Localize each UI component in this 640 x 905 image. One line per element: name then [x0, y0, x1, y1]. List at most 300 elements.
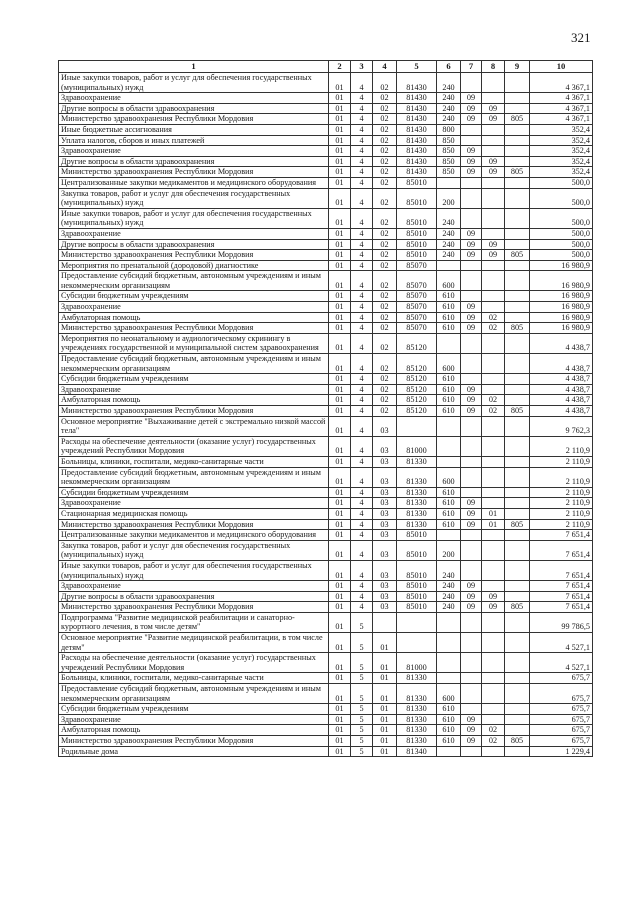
cell-subprogram: 4 — [351, 602, 373, 613]
table-row — [59, 73, 593, 93]
cell-direction: 85010 — [397, 530, 437, 541]
cell-program: 01 — [329, 540, 351, 560]
cell-activity: 03 — [373, 416, 397, 436]
table-row — [59, 135, 593, 146]
cell-subprogram: 4 — [351, 271, 373, 291]
cell-section: 09 — [461, 312, 482, 323]
cell-section: 09 — [461, 736, 482, 747]
column-header-7: 7 — [461, 61, 482, 73]
table-row — [59, 581, 593, 592]
cell-name: Здравоохранение — [59, 581, 329, 592]
cell-name: Здравоохранение — [59, 302, 329, 313]
column-header-10: 10 — [530, 61, 593, 73]
cell-amount: 675,7 — [530, 684, 593, 704]
cell-ministry — [505, 103, 530, 114]
cell-expense-type: 240 — [437, 93, 461, 104]
cell-amount: 16 980,9 — [530, 323, 593, 334]
cell-subsection: 09 — [482, 103, 505, 114]
cell-subprogram: 4 — [351, 384, 373, 395]
table-row — [59, 467, 593, 487]
cell-subsection: 09 — [482, 239, 505, 250]
cell-program: 01 — [329, 519, 351, 530]
cell-section — [461, 467, 482, 487]
cell-direction: 81330 — [397, 498, 437, 509]
cell-amount: 352,4 — [530, 146, 593, 157]
cell-subsection — [482, 73, 505, 93]
column-header-2: 2 — [329, 61, 351, 73]
column-header-5: 5 — [397, 61, 437, 73]
cell-direction: 85010 — [397, 177, 437, 188]
cell-program: 01 — [329, 73, 351, 93]
cell-ministry — [505, 467, 530, 487]
cell-expense-type: 240 — [437, 560, 461, 580]
cell-expense-type — [437, 633, 461, 653]
cell-section: 09 — [461, 602, 482, 613]
cell-subsection — [482, 384, 505, 395]
table-row — [59, 519, 593, 530]
cell-ministry — [505, 540, 530, 560]
cell-expense-type — [437, 416, 461, 436]
cell-amount: 4 438,7 — [530, 406, 593, 417]
cell-amount: 675,7 — [530, 736, 593, 747]
cell-expense-type: 240 — [437, 602, 461, 613]
cell-subsection — [482, 228, 505, 239]
cell-subsection — [482, 746, 505, 757]
cell-activity: 01 — [373, 653, 397, 673]
cell-ministry — [505, 228, 530, 239]
cell-section — [461, 188, 482, 208]
cell-subprogram: 4 — [351, 591, 373, 602]
cell-direction: 81330 — [397, 487, 437, 498]
cell-subprogram: 4 — [351, 395, 373, 406]
cell-program: 01 — [329, 487, 351, 498]
cell-amount: 500,0 — [530, 239, 593, 250]
cell-subsection — [482, 374, 505, 385]
cell-amount: 352,4 — [530, 135, 593, 146]
cell-ministry — [505, 633, 530, 653]
cell-expense-type — [437, 436, 461, 456]
cell-subprogram: 5 — [351, 704, 373, 715]
cell-amount: 2 110,9 — [530, 498, 593, 509]
table-row — [59, 498, 593, 509]
cell-amount: 7 651,4 — [530, 581, 593, 592]
cell-expense-type: 800 — [437, 124, 461, 135]
cell-subprogram: 4 — [351, 93, 373, 104]
cell-activity: 01 — [373, 736, 397, 747]
cell-amount: 16 980,9 — [530, 312, 593, 323]
cell-activity: 03 — [373, 456, 397, 467]
cell-name: Здравоохранение — [59, 714, 329, 725]
cell-program: 01 — [329, 591, 351, 602]
cell-expense-type: 610 — [437, 384, 461, 395]
cell-subsection — [482, 124, 505, 135]
cell-direction: 81330 — [397, 519, 437, 530]
cell-ministry: 805 — [505, 250, 530, 261]
cell-subsection — [482, 188, 505, 208]
table-row — [59, 612, 593, 632]
cell-direction: 85070 — [397, 302, 437, 313]
cell-expense-type — [437, 673, 461, 684]
cell-subprogram: 4 — [351, 354, 373, 374]
cell-direction — [397, 612, 437, 632]
cell-ministry — [505, 456, 530, 467]
cell-expense-type — [437, 456, 461, 467]
cell-subsection — [482, 653, 505, 673]
table-row — [59, 374, 593, 385]
cell-subprogram: 4 — [351, 540, 373, 560]
cell-direction: 85120 — [397, 406, 437, 417]
table-row — [59, 540, 593, 560]
cell-activity: 02 — [373, 135, 397, 146]
cell-section — [461, 704, 482, 715]
cell-amount: 2 110,9 — [530, 436, 593, 456]
cell-program: 01 — [329, 103, 351, 114]
column-header-9: 9 — [505, 61, 530, 73]
cell-ministry — [505, 560, 530, 580]
cell-activity: 01 — [373, 684, 397, 704]
cell-name: Амбулаторная помощь — [59, 312, 329, 323]
cell-subprogram: 4 — [351, 323, 373, 334]
cell-activity: 02 — [373, 395, 397, 406]
cell-direction: 85010 — [397, 602, 437, 613]
cell-amount: 4 367,1 — [530, 114, 593, 125]
cell-subprogram: 4 — [351, 436, 373, 456]
cell-amount: 16 980,9 — [530, 260, 593, 271]
cell-section — [461, 135, 482, 146]
cell-name: Министерство здравоохранения Республики Мордовия — [59, 519, 329, 530]
cell-activity: 02 — [373, 156, 397, 167]
cell-section — [461, 487, 482, 498]
cell-subsection — [482, 456, 505, 467]
cell-ministry — [505, 291, 530, 302]
cell-ministry — [505, 395, 530, 406]
cell-activity: 03 — [373, 581, 397, 592]
cell-name: Здравоохранение — [59, 93, 329, 104]
cell-name: Централизованные закупки медикаментов и медицинского оборудования — [59, 177, 329, 188]
cell-direction: 81430 — [397, 93, 437, 104]
cell-section: 09 — [461, 93, 482, 104]
cell-amount: 500,0 — [530, 177, 593, 188]
table-row — [59, 684, 593, 704]
cell-direction: 85010 — [397, 540, 437, 560]
cell-direction — [397, 633, 437, 653]
cell-subprogram: 5 — [351, 653, 373, 673]
cell-expense-type: 240 — [437, 103, 461, 114]
table-row — [59, 156, 593, 167]
table-row — [59, 530, 593, 541]
cell-program: 01 — [329, 581, 351, 592]
cell-program: 01 — [329, 302, 351, 313]
cell-direction: 85010 — [397, 188, 437, 208]
table-row — [59, 487, 593, 498]
cell-direction: 81330 — [397, 704, 437, 715]
cell-section — [461, 456, 482, 467]
cell-ministry — [505, 333, 530, 353]
cell-name: Предоставление субсидий бюджетным, автономным учреждениям и иным некоммерческим организациям — [59, 354, 329, 374]
cell-direction: 81430 — [397, 156, 437, 167]
cell-ministry — [505, 612, 530, 632]
cell-expense-type: 610 — [437, 291, 461, 302]
table-row — [59, 456, 593, 467]
cell-expense-type: 610 — [437, 519, 461, 530]
cell-section: 09 — [461, 250, 482, 261]
cell-program: 01 — [329, 633, 351, 653]
cell-subsection — [482, 487, 505, 498]
cell-amount: 352,4 — [530, 156, 593, 167]
cell-name: Субсидии бюджетным учреждениям — [59, 487, 329, 498]
cell-amount: 4 367,1 — [530, 103, 593, 114]
cell-amount: 352,4 — [530, 167, 593, 178]
cell-program: 01 — [329, 167, 351, 178]
cell-name: Предоставление субсидий бюджетным, автономным учреждениям и иным некоммерческим организациям — [59, 684, 329, 704]
cell-section: 09 — [461, 508, 482, 519]
cell-amount: 4 438,7 — [530, 384, 593, 395]
cell-expense-type: 610 — [437, 487, 461, 498]
cell-activity: 01 — [373, 633, 397, 653]
cell-section: 09 — [461, 498, 482, 509]
cell-subsection: 02 — [482, 395, 505, 406]
cell-subsection: 01 — [482, 508, 505, 519]
cell-program: 01 — [329, 188, 351, 208]
cell-expense-type: 240 — [437, 73, 461, 93]
cell-ministry — [505, 354, 530, 374]
cell-activity: 03 — [373, 467, 397, 487]
cell-activity: 01 — [373, 714, 397, 725]
cell-activity: 03 — [373, 436, 397, 456]
cell-amount: 99 786,5 — [530, 612, 593, 632]
cell-subprogram: 4 — [351, 374, 373, 385]
cell-activity: 02 — [373, 354, 397, 374]
cell-subsection — [482, 436, 505, 456]
cell-expense-type: 850 — [437, 135, 461, 146]
cell-subprogram: 5 — [351, 612, 373, 632]
cell-ministry: 805 — [505, 602, 530, 613]
cell-ministry — [505, 239, 530, 250]
cell-expense-type: 600 — [437, 271, 461, 291]
cell-amount: 7 651,4 — [530, 540, 593, 560]
cell-expense-type: 610 — [437, 312, 461, 323]
cell-subsection: 09 — [482, 167, 505, 178]
cell-activity: 03 — [373, 508, 397, 519]
cell-ministry: 805 — [505, 406, 530, 417]
cell-program: 01 — [329, 456, 351, 467]
cell-expense-type — [437, 333, 461, 353]
cell-subprogram: 4 — [351, 467, 373, 487]
table-row — [59, 508, 593, 519]
table-row — [59, 260, 593, 271]
cell-direction: 85010 — [397, 208, 437, 228]
cell-section: 09 — [461, 395, 482, 406]
cell-ministry — [505, 260, 530, 271]
cell-amount: 16 980,9 — [530, 291, 593, 302]
cell-activity: 02 — [373, 177, 397, 188]
cell-name: Централизованные закупки медикаментов и медицинского оборудования — [59, 530, 329, 541]
cell-subprogram: 4 — [351, 312, 373, 323]
cell-ministry: 805 — [505, 519, 530, 530]
cell-program: 01 — [329, 560, 351, 580]
cell-section — [461, 73, 482, 93]
cell-subsection: 09 — [482, 591, 505, 602]
cell-section: 09 — [461, 228, 482, 239]
cell-expense-type: 240 — [437, 581, 461, 592]
cell-name: Субсидии бюджетным учреждениям — [59, 291, 329, 302]
cell-subsection: 09 — [482, 250, 505, 261]
budget-table — [58, 60, 593, 757]
cell-name: Расходы на обеспечение деятельности (оказание услуг) государственных учреждений Республики Мордовия — [59, 436, 329, 456]
cell-name: Больницы, клиники, госпитали, медико-санитарные части — [59, 673, 329, 684]
cell-name: Другие вопросы в области здравоохранения — [59, 239, 329, 250]
cell-ministry — [505, 416, 530, 436]
table-row — [59, 633, 593, 653]
cell-subprogram: 4 — [351, 530, 373, 541]
cell-direction: 85120 — [397, 395, 437, 406]
cell-expense-type: 850 — [437, 146, 461, 157]
cell-ministry — [505, 271, 530, 291]
cell-name: Здравоохранение — [59, 146, 329, 157]
cell-subsection: 09 — [482, 114, 505, 125]
cell-subsection — [482, 291, 505, 302]
cell-program: 01 — [329, 673, 351, 684]
cell-name: Мероприятия по пренатальной (дородовой) диагностике — [59, 260, 329, 271]
cell-subsection — [482, 673, 505, 684]
cell-section: 09 — [461, 406, 482, 417]
cell-amount: 4 438,7 — [530, 354, 593, 374]
cell-section — [461, 612, 482, 632]
cell-subsection: 02 — [482, 323, 505, 334]
cell-expense-type — [437, 612, 461, 632]
cell-program: 01 — [329, 312, 351, 323]
cell-section — [461, 208, 482, 228]
cell-amount: 4 438,7 — [530, 395, 593, 406]
cell-subprogram: 4 — [351, 73, 373, 93]
table-row — [59, 291, 593, 302]
table-row — [59, 323, 593, 334]
cell-amount: 2 110,9 — [530, 467, 593, 487]
cell-name: Министерство здравоохранения Республики Мордовия — [59, 602, 329, 613]
table-row — [59, 602, 593, 613]
cell-program: 01 — [329, 250, 351, 261]
cell-name: Расходы на обеспечение деятельности (оказание услуг) государственных учреждений Республики Мордовия — [59, 653, 329, 673]
cell-ministry — [505, 374, 530, 385]
cell-ministry — [505, 124, 530, 135]
cell-direction: 81430 — [397, 124, 437, 135]
cell-subprogram: 4 — [351, 581, 373, 592]
cell-expense-type: 610 — [437, 406, 461, 417]
cell-direction: 81430 — [397, 135, 437, 146]
cell-program: 01 — [329, 124, 351, 135]
table-row — [59, 188, 593, 208]
cell-expense-type — [437, 746, 461, 757]
cell-subsection — [482, 302, 505, 313]
cell-section — [461, 560, 482, 580]
cell-name: Министерство здравоохранения Республики Мордовия — [59, 323, 329, 334]
cell-activity: 03 — [373, 560, 397, 580]
table-row — [59, 673, 593, 684]
cell-expense-type: 610 — [437, 508, 461, 519]
cell-name: Другие вопросы в области здравоохранения — [59, 103, 329, 114]
table-row — [59, 177, 593, 188]
cell-amount: 9 762,3 — [530, 416, 593, 436]
cell-subprogram: 4 — [351, 250, 373, 261]
table-body — [59, 73, 593, 757]
cell-amount: 352,4 — [530, 124, 593, 135]
cell-subprogram: 4 — [351, 146, 373, 157]
cell-activity: 02 — [373, 93, 397, 104]
cell-activity: 02 — [373, 333, 397, 353]
cell-subprogram: 4 — [351, 156, 373, 167]
cell-subprogram: 4 — [351, 416, 373, 436]
cell-amount: 16 980,9 — [530, 271, 593, 291]
column-header-6: 6 — [437, 61, 461, 73]
cell-subsection — [482, 498, 505, 509]
cell-activity: 02 — [373, 312, 397, 323]
table-row — [59, 103, 593, 114]
cell-direction: 85120 — [397, 354, 437, 374]
cell-section: 09 — [461, 581, 482, 592]
cell-section — [461, 540, 482, 560]
cell-amount: 675,7 — [530, 725, 593, 736]
cell-name: Стационарная медицинская помощь — [59, 508, 329, 519]
cell-subsection — [482, 260, 505, 271]
cell-program: 01 — [329, 508, 351, 519]
table-row — [59, 250, 593, 261]
cell-program: 01 — [329, 406, 351, 417]
cell-name: Амбулаторная помощь — [59, 725, 329, 736]
cell-section — [461, 416, 482, 436]
cell-section — [461, 374, 482, 385]
cell-activity: 02 — [373, 103, 397, 114]
table-row — [59, 704, 593, 715]
cell-ministry — [505, 673, 530, 684]
cell-subprogram: 5 — [351, 673, 373, 684]
cell-program: 01 — [329, 177, 351, 188]
cell-direction: 85010 — [397, 581, 437, 592]
cell-subsection — [482, 612, 505, 632]
cell-name: Закупка товаров, работ и услуг для обеспечения государственных (муниципальных) нужд — [59, 540, 329, 560]
cell-program: 01 — [329, 271, 351, 291]
cell-subsection — [482, 714, 505, 725]
cell-ministry — [505, 146, 530, 157]
cell-ministry — [505, 714, 530, 725]
cell-expense-type — [437, 177, 461, 188]
cell-direction: 81330 — [397, 714, 437, 725]
cell-subsection — [482, 146, 505, 157]
cell-program: 01 — [329, 156, 351, 167]
cell-program: 01 — [329, 736, 351, 747]
cell-direction: 81340 — [397, 746, 437, 757]
table-row — [59, 714, 593, 725]
cell-program: 01 — [329, 135, 351, 146]
cell-activity: 02 — [373, 302, 397, 313]
cell-subsection — [482, 684, 505, 704]
cell-section — [461, 260, 482, 271]
cell-name: Министерство здравоохранения Республики Мордовия — [59, 250, 329, 261]
cell-direction: 81000 — [397, 653, 437, 673]
cell-direction: 85120 — [397, 384, 437, 395]
cell-ministry — [505, 208, 530, 228]
cell-activity: 02 — [373, 323, 397, 334]
cell-subprogram: 4 — [351, 167, 373, 178]
cell-program: 01 — [329, 384, 351, 395]
cell-name: Иные закупки товаров, работ и услуг для обеспечения государственных (муниципальных) нужд — [59, 560, 329, 580]
cell-program: 01 — [329, 208, 351, 228]
cell-expense-type: 610 — [437, 714, 461, 725]
cell-name: Амбулаторная помощь — [59, 395, 329, 406]
cell-subsection — [482, 581, 505, 592]
cell-section: 09 — [461, 114, 482, 125]
cell-program: 01 — [329, 530, 351, 541]
cell-section — [461, 530, 482, 541]
